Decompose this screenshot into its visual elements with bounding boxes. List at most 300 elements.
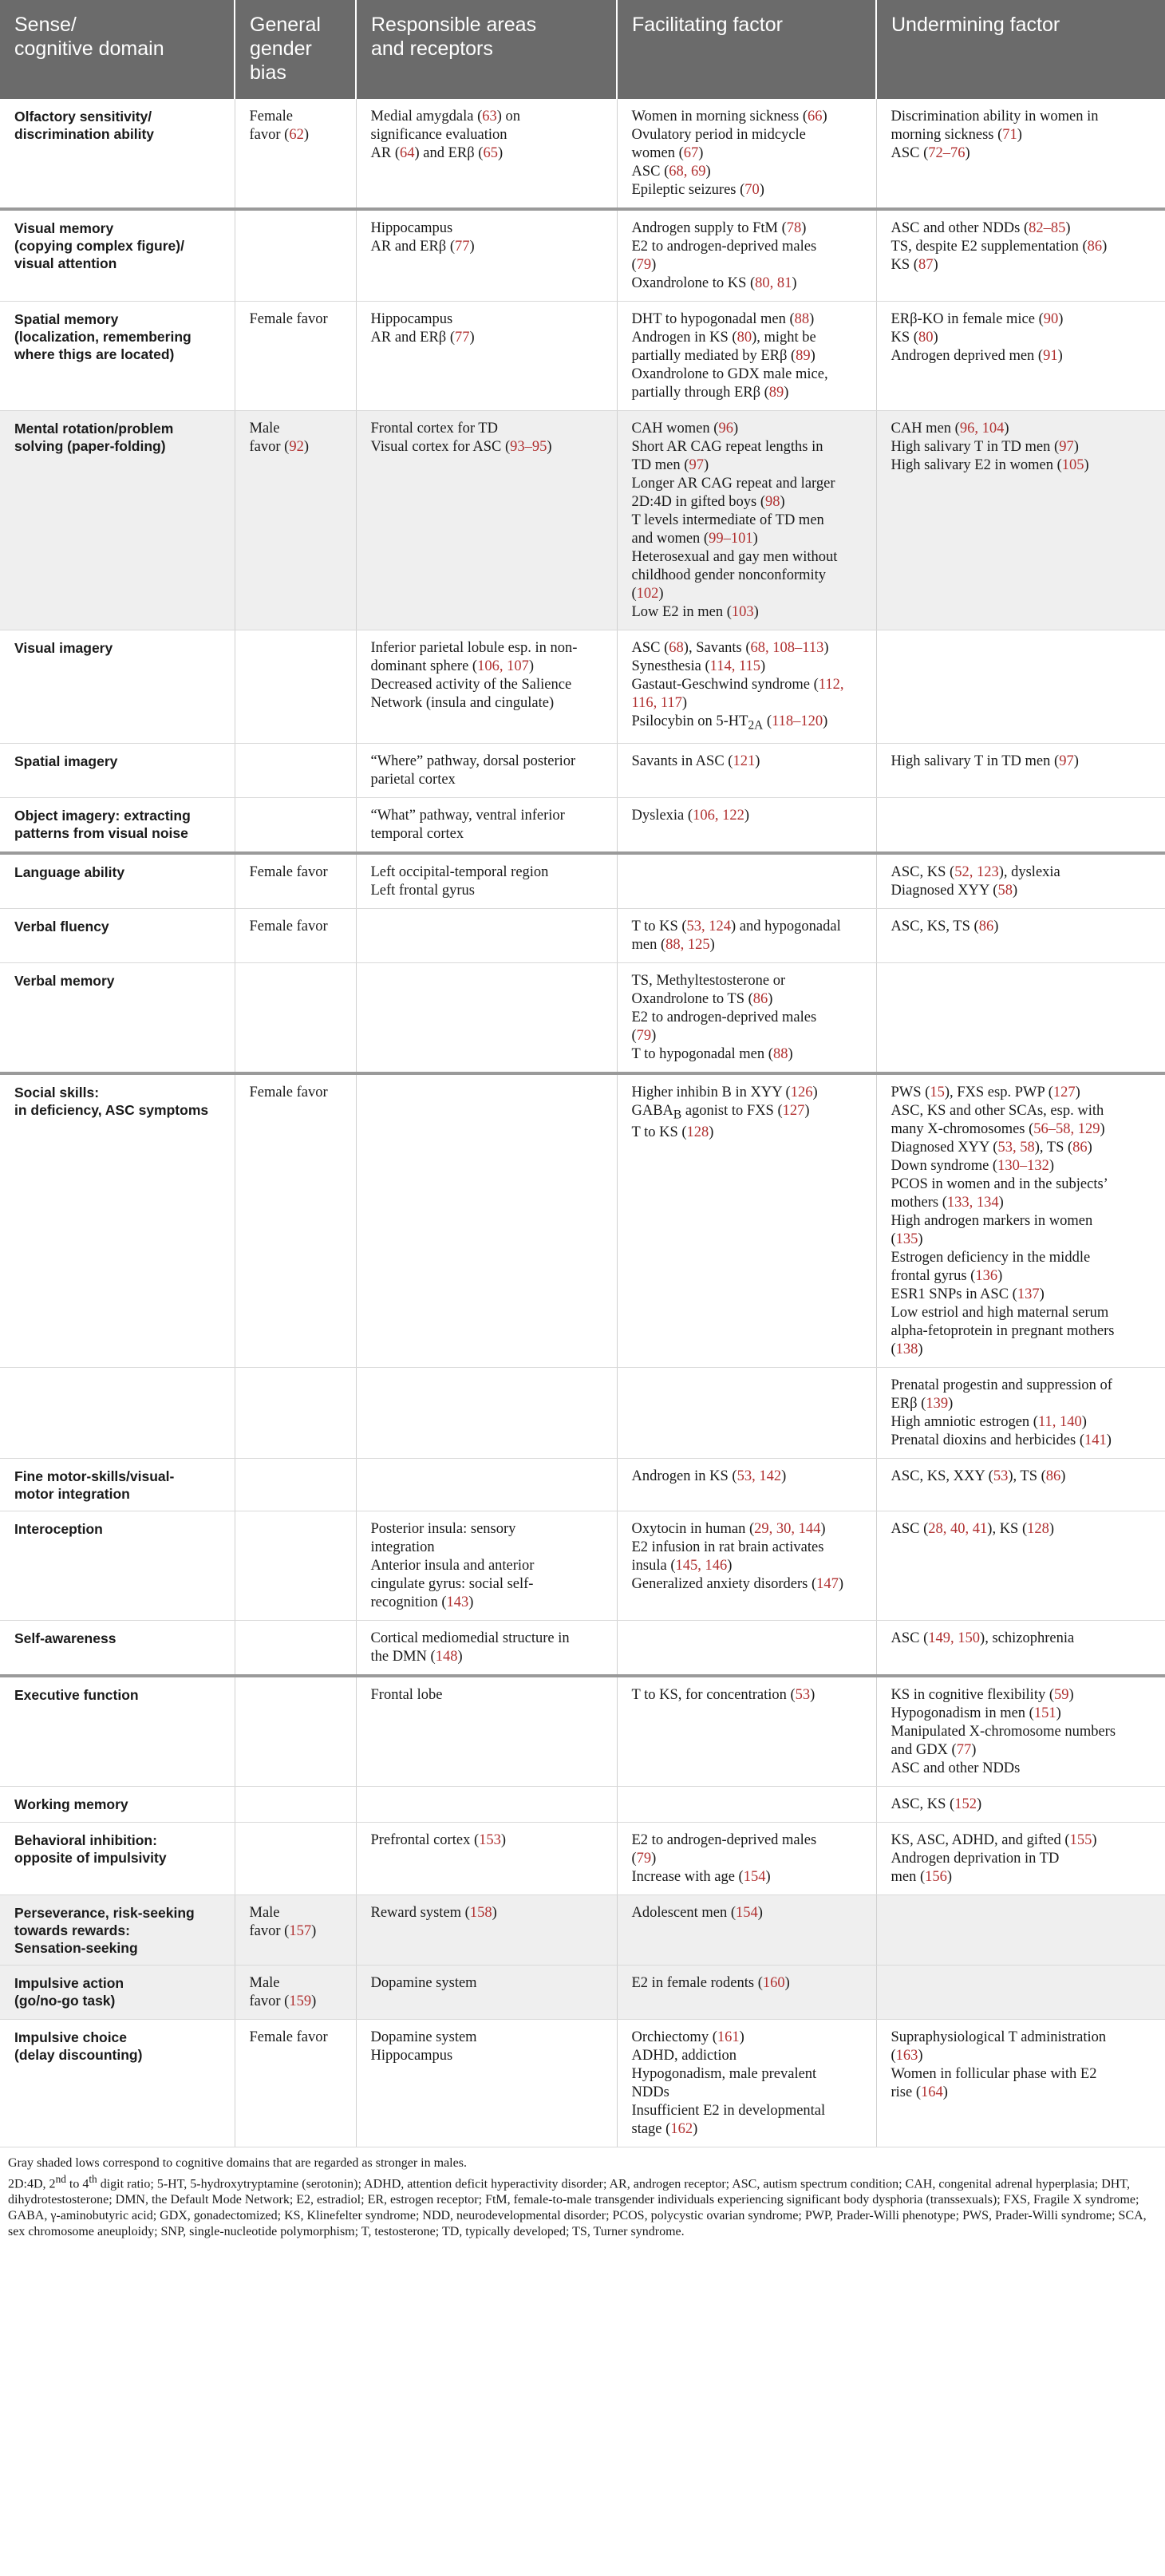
reference-link[interactable]: 89 <box>796 348 811 364</box>
cell-line <box>250 108 345 126</box>
cell-line <box>891 1850 1155 1868</box>
cell-text: Diagnosed XYY ( <box>891 1139 998 1156</box>
cell-gender-bias <box>235 962 356 1073</box>
cell-text: ) <box>997 1267 1003 1284</box>
cell-text: ) <box>942 2084 948 2100</box>
reference-link[interactable]: 157 <box>289 1922 312 1939</box>
cell-text: T to KS ( <box>631 918 687 934</box>
reference-link[interactable]: 62 <box>289 127 304 143</box>
reference-link[interactable]: 96 <box>718 421 733 437</box>
cell-text: Androgen deprivation in TD <box>891 1850 1060 1867</box>
cell-areas <box>356 209 617 302</box>
cell-text: ) <box>971 1741 977 1758</box>
reference-link[interactable]: 127 <box>782 1102 805 1119</box>
cell-line <box>371 1557 606 1575</box>
reference-link[interactable]: 88 <box>772 1045 788 1062</box>
cell-line <box>632 2047 865 2065</box>
reference-link[interactable]: 128 <box>1027 1520 1049 1537</box>
cell-text: High salivary E2 in women ( <box>891 457 1062 473</box>
reference-link[interactable]: 77 <box>455 239 470 255</box>
cell-text: ) on <box>496 109 521 124</box>
reference-link[interactable]: 89 <box>768 385 784 401</box>
cell-gender-bias <box>235 908 356 962</box>
cell-gender-bias <box>235 1894 356 1965</box>
cell-text: Heterosexual and gay men without <box>631 549 838 565</box>
cell-text: T to KS ( <box>631 1124 687 1141</box>
cell-text: ) <box>976 1796 982 1812</box>
reference-link[interactable]: 82–85 <box>1029 220 1066 236</box>
cell-text: ) <box>651 257 657 273</box>
reference-link[interactable]: 106, 122 <box>693 807 744 824</box>
cell-text: Female favor <box>249 1084 328 1100</box>
reference-link[interactable]: 126 <box>790 1084 813 1100</box>
cell-text: Hippocampus <box>370 220 453 236</box>
cell-text: mothers ( <box>891 1194 947 1211</box>
reference-link[interactable]: 162 <box>670 2120 693 2137</box>
cell-line <box>632 126 865 144</box>
cell-text: significance evaluation <box>370 127 507 143</box>
cell-line <box>891 1249 1155 1267</box>
cell-line <box>891 1139 1155 1157</box>
reference-link[interactable]: 97 <box>1059 753 1074 769</box>
cell-text: ) <box>801 220 807 236</box>
reference-link[interactable]: 121 <box>733 753 756 769</box>
cell-text: ) <box>311 1993 317 2009</box>
reference-link[interactable]: 87 <box>918 257 934 273</box>
cell-text: ) <box>757 1904 763 1921</box>
cell-text: ) <box>784 385 789 401</box>
reference-link[interactable]: 147 <box>816 1575 839 1592</box>
reference-link[interactable]: 86 <box>752 990 768 1007</box>
cell-text: KS ( <box>891 330 918 346</box>
cell-line <box>891 347 1155 365</box>
cell-text: ) <box>1092 1831 1097 1848</box>
reference-link[interactable]: 98 <box>765 494 780 510</box>
cell-text: E2 in female rodents ( <box>631 1974 763 1991</box>
cell-gender-bias <box>235 1676 356 1787</box>
reference-link[interactable]: 99–101 <box>709 531 753 547</box>
reference-link[interactable]: 88 <box>794 311 810 327</box>
reference-link[interactable]: 141 <box>1084 1432 1107 1448</box>
table-row <box>0 2019 1165 2147</box>
reference-link[interactable]: 59 <box>1054 1686 1069 1703</box>
cell-gender-bias <box>235 302 356 411</box>
cell-text: Insufficient E2 in developmental <box>631 2102 826 2119</box>
cell-text: ( <box>891 2047 896 2064</box>
cell-line: Object imagery: extracting <box>14 807 191 824</box>
reference-link[interactable]: 80 <box>737 330 752 346</box>
cell-line <box>632 2065 865 2084</box>
cell-gender-bias <box>235 411 356 630</box>
reference-link[interactable]: 133, 134 <box>946 1194 999 1211</box>
reference-link[interactable]: 136 <box>975 1267 998 1284</box>
reference-link[interactable]: 64 <box>400 145 415 161</box>
cell-text: Female favor <box>249 311 328 327</box>
reference-link[interactable]: 63 <box>482 109 497 124</box>
cell-text: ASC ( <box>631 640 669 656</box>
reference-link[interactable]: 106, 107 <box>477 658 529 674</box>
cell-text: women ( <box>631 145 684 161</box>
reference-link[interactable]: 90 <box>1043 311 1059 327</box>
reference-link[interactable]: 143 <box>446 1594 469 1610</box>
reference-link[interactable]: 97 <box>689 457 704 473</box>
reference-link[interactable]: 130–132 <box>997 1157 1049 1174</box>
reference-link[interactable]: 92 <box>289 439 304 455</box>
reference-link[interactable]: 114, 115 <box>709 658 761 674</box>
footnote-shading: Gray shaded lows correspond to cognitive domains that are regarded as stronger in males. <box>8 2155 467 2170</box>
cell-text: ASC ( <box>631 164 669 180</box>
cell-text: ) <box>823 640 829 656</box>
reference-link[interactable]: 154 <box>736 1904 758 1921</box>
cell-line <box>891 753 1155 771</box>
cell-text: ADHD, addiction <box>631 2047 737 2064</box>
cell-line <box>891 238 1155 256</box>
reference-link[interactable]: 80 <box>918 330 934 346</box>
cell-line <box>632 365 865 384</box>
cell-domain <box>0 1822 235 1894</box>
cell-text: ) <box>492 1904 497 1921</box>
cell-line: patterns from visual noise <box>14 824 188 841</box>
cell-line: Spatial memory <box>14 311 119 327</box>
cell-text: ) <box>651 1027 657 1044</box>
cell-text: Male <box>249 1974 280 1991</box>
cell-text: ASC, KS ( <box>891 1796 955 1812</box>
cell-text: Low estriol and high maternal serum <box>891 1304 1109 1321</box>
cell-line <box>891 1157 1155 1175</box>
reference-link[interactable]: 77 <box>956 1741 972 1758</box>
cell-text: ), KS ( <box>987 1520 1028 1537</box>
reference-link[interactable]: 70 <box>744 182 760 198</box>
reference-link[interactable]: 53 <box>993 1468 1009 1484</box>
cell-text: ) <box>1106 1432 1112 1448</box>
cell-line <box>891 1413 1155 1432</box>
cell-line <box>371 144 606 163</box>
cell-gender-bias <box>235 743 356 797</box>
cell-text: ) <box>918 1231 923 1247</box>
table-row <box>0 908 1165 962</box>
cell-text: ) <box>1084 457 1089 473</box>
reference-link[interactable]: 116, 117 <box>631 695 682 711</box>
cell-line <box>371 310 606 329</box>
reference-link[interactable]: 152 <box>954 1796 977 1812</box>
reference-link[interactable]: 148 <box>435 1648 458 1665</box>
reference-link[interactable]: 159 <box>289 1993 312 2009</box>
reference-link[interactable]: 15 <box>930 1084 945 1100</box>
cell-facilitating <box>617 908 876 962</box>
reference-link[interactable]: 128 <box>686 1124 709 1141</box>
cell-line: Executive function <box>14 1686 139 1703</box>
cell-line <box>891 1432 1155 1450</box>
reference-link[interactable]: 139 <box>926 1395 949 1412</box>
cell-text: CAH men ( <box>891 421 960 437</box>
cell-text: Hypogonadism, male prevalent <box>631 2065 817 2082</box>
cell-text: ESR1 SNPs in ASC ( <box>891 1286 1017 1302</box>
cell-line <box>632 567 865 585</box>
reference-link[interactable]: 77 <box>455 330 470 346</box>
cell-text: E2 to androgen-deprived males <box>631 1831 817 1848</box>
reference-link[interactable]: 153 <box>479 1831 501 1848</box>
cell-text: ) <box>933 257 938 273</box>
cell-text: Frontal cortex for TD <box>370 421 498 437</box>
cell-line <box>891 1395 1155 1413</box>
cell-text: the DMN ( <box>370 1648 436 1665</box>
reference-link[interactable]: 66 <box>807 109 823 124</box>
cell-undermining <box>876 99 1165 209</box>
reference-link[interactable]: 160 <box>762 1974 785 1991</box>
cell-text: Oxandrolone to KS ( <box>631 275 756 291</box>
cell-line <box>891 438 1155 456</box>
reference-link[interactable]: 68 <box>669 640 684 656</box>
cell-gender-bias <box>235 209 356 302</box>
reference-link[interactable]: 138 <box>895 1341 918 1357</box>
reference-link[interactable]: 137 <box>1017 1286 1040 1302</box>
cell-line <box>371 329 606 347</box>
cell-line: Visual imagery <box>14 640 113 656</box>
cell-line <box>632 2102 865 2120</box>
cell-line <box>632 1045 865 1064</box>
cell-gender-bias <box>235 630 356 744</box>
reference-link[interactable]: 88, 125 <box>665 936 710 953</box>
table-notes <box>0 2147 1165 2240</box>
cell-line <box>632 456 865 475</box>
reference-link[interactable]: 149, 150 <box>928 1630 981 1646</box>
cell-text: men ( <box>631 936 666 953</box>
reference-link[interactable]: 86 <box>1072 1139 1088 1156</box>
cell-undermining <box>876 1511 1165 1620</box>
cell-line <box>632 639 865 658</box>
reference-link[interactable]: 68, 108–113 <box>750 640 824 656</box>
cell-line <box>371 771 606 789</box>
reference-link[interactable]: 67 <box>683 145 699 161</box>
cell-line <box>891 108 1155 126</box>
cell-line <box>371 1539 606 1557</box>
cell-line <box>371 825 606 844</box>
cell-line <box>891 1267 1155 1286</box>
cell-text: ) <box>753 604 759 620</box>
reference-link[interactable]: 65 <box>483 145 498 161</box>
cell-line <box>371 238 606 256</box>
reference-link[interactable]: 135 <box>895 1231 918 1247</box>
reference-link[interactable]: 161 <box>717 2029 740 2045</box>
cell-line: Verbal fluency <box>14 918 109 934</box>
reference-link[interactable]: 156 <box>925 1868 947 1885</box>
reference-link[interactable]: 96, 104 <box>959 421 1005 437</box>
cell-facilitating <box>617 209 876 302</box>
cell-domain <box>0 853 235 909</box>
cell-text: T levels intermediate of TD men <box>631 512 824 528</box>
cell-domain <box>0 1458 235 1511</box>
cell-text: Cortical mediomedial structure in <box>370 1630 570 1646</box>
reference-link[interactable]: 158 <box>469 1904 492 1921</box>
cell-line <box>891 882 1155 900</box>
cell-text: Oxandrolone to GDX male mice, <box>631 366 828 382</box>
cell-text: ) <box>1012 882 1018 899</box>
cell-gender-bias <box>235 797 356 853</box>
reference-link[interactable]: 53 <box>795 1686 811 1703</box>
cell-text: Dopamine system <box>370 1974 477 1991</box>
cell-undermining <box>876 962 1165 1073</box>
cell-text: ) <box>468 1594 474 1610</box>
cell-line <box>632 310 865 329</box>
cell-text: Diagnosed XYY ( <box>891 882 998 899</box>
cell-text: Female favor <box>249 918 328 934</box>
table-row <box>0 853 1165 909</box>
cell-line <box>891 2029 1155 2047</box>
cell-text: Decreased activity of the Salience <box>370 677 572 693</box>
reference-link[interactable]: 145, 146 <box>675 1557 728 1574</box>
cell-text: temporal cortex <box>370 825 464 842</box>
cell-line <box>632 1468 865 1486</box>
reference-link[interactable]: 52, 123 <box>954 863 999 880</box>
reference-link[interactable]: 11, 140 <box>1037 1413 1082 1430</box>
cell-text: Psilocybin on 5-HT <box>631 713 748 729</box>
cell-facilitating <box>617 962 876 1073</box>
cell-line: (copying complex figure)/ <box>14 238 184 254</box>
cell-text: ( <box>631 1027 637 1044</box>
cell-text: frontal gyrus ( <box>891 1267 976 1284</box>
reference-link[interactable]: 86 <box>978 918 994 934</box>
reference-link[interactable]: 53, 124 <box>686 918 732 934</box>
cell-text: Ovulatory period in midcycle <box>631 127 806 143</box>
reference-link[interactable]: 71 <box>1002 127 1017 143</box>
cell-text: Savants in ASC ( <box>631 753 733 769</box>
cell-line <box>371 438 606 456</box>
cell-text: ) <box>457 1648 463 1665</box>
cell-line <box>632 238 865 256</box>
cell-line <box>371 420 606 438</box>
cell-domain <box>0 209 235 302</box>
reference-link[interactable]: 164 <box>921 2084 943 2100</box>
reference-link[interactable]: 103 <box>731 604 754 620</box>
cell-text: Left occipital-temporal region <box>370 863 549 880</box>
cell-text: “What” pathway, ventral inferior <box>370 807 565 824</box>
reference-link[interactable]: 72–76 <box>928 145 966 161</box>
reference-link[interactable]: 97 <box>1059 439 1074 455</box>
reference-link[interactable]: 80, 81 <box>755 275 792 291</box>
reference-link[interactable]: 151 <box>1033 1705 1056 1721</box>
reference-link[interactable]: 93–95 <box>510 439 547 455</box>
cell-undermining <box>876 797 1165 853</box>
reference-link[interactable]: 29, 30, 144 <box>754 1520 821 1537</box>
cell-text: Increase with age ( <box>631 1868 744 1885</box>
cell-line: Visual memory <box>14 220 114 236</box>
cell-gender-bias <box>235 1822 356 1894</box>
reference-link[interactable]: 91 <box>1043 348 1058 364</box>
cell-line <box>891 329 1155 347</box>
cell-facilitating <box>617 2019 876 2147</box>
cell-text: ) <box>651 1850 657 1867</box>
cell-text: insula ( <box>631 1557 676 1574</box>
cell-text: Orchiectomy ( <box>631 2029 717 2045</box>
cell-areas <box>356 797 617 853</box>
cell-domain <box>0 411 235 630</box>
cell-text: AR and ERβ ( <box>370 330 455 346</box>
reference-link[interactable]: 53, 58 <box>997 1139 1035 1156</box>
cell-line <box>632 548 865 567</box>
cell-line: (delay discounting) <box>14 2046 143 2063</box>
cell-line <box>371 1904 606 1922</box>
reference-link[interactable]: 68, 69 <box>669 164 706 180</box>
cell-line <box>371 1831 606 1850</box>
cell-line <box>891 2065 1155 2084</box>
cell-text: morning sickness ( <box>891 127 1003 143</box>
cell-line <box>371 126 606 144</box>
cell-line: in deficiency, ASC symptoms <box>14 1101 209 1118</box>
cell-text: Supraphysiological T administration <box>891 2029 1107 2045</box>
table-row <box>0 1965 1165 2019</box>
cell-text: DHT to hypogonadal men ( <box>631 311 795 327</box>
reference-link[interactable]: 112, <box>818 677 844 693</box>
reference-link[interactable]: 56–58, 129 <box>1033 1120 1100 1137</box>
cell-text: ) <box>810 1686 816 1703</box>
cell-undermining <box>876 1073 1165 1368</box>
cell-areas <box>356 1367 617 1458</box>
cell-text: ASC ( <box>891 1520 929 1537</box>
cell-undermining <box>876 1367 1165 1458</box>
cell-text: Male <box>249 1904 280 1921</box>
cell-line <box>891 1520 1155 1539</box>
cell-text: ) <box>1056 1705 1061 1721</box>
cell-line <box>632 1557 865 1575</box>
reference-link[interactable]: 163 <box>895 2047 918 2064</box>
reference-link[interactable]: 86 <box>1045 1468 1061 1484</box>
cell-domain <box>0 99 235 209</box>
cell-text: ) <box>658 586 664 602</box>
reference-link[interactable]: 102 <box>636 586 659 602</box>
cell-line <box>632 1520 865 1539</box>
cell-line <box>891 1084 1155 1102</box>
reference-link[interactable]: 53, 142 <box>737 1468 782 1484</box>
cell-line <box>632 918 865 936</box>
reference-link[interactable]: 78 <box>786 220 802 236</box>
cell-text: Androgen supply to FtM ( <box>631 220 787 236</box>
reference-link[interactable]: 86 <box>1087 239 1103 255</box>
cell-undermining <box>876 302 1165 411</box>
reference-link[interactable]: 79 <box>636 1027 652 1044</box>
reference-link[interactable]: 154 <box>743 1868 766 1885</box>
reference-link[interactable]: 105 <box>1061 457 1084 473</box>
table-row <box>0 1511 1165 1620</box>
reference-link[interactable]: 28, 40, 41 <box>928 1520 988 1537</box>
cell-line <box>891 1723 1155 1741</box>
header-domain: Sense/ cognitive domain <box>0 0 235 99</box>
cell-text: Down syndrome ( <box>891 1157 998 1174</box>
cell-facilitating <box>617 1073 876 1368</box>
cell-line <box>250 1904 345 1922</box>
reference-link[interactable]: 79 <box>636 257 652 273</box>
cell-line: (go/no-go task) <box>14 1992 116 2009</box>
cell-text: KS, ASC, ADHD, and gifted ( <box>891 1831 1070 1848</box>
cell-undermining <box>876 1676 1165 1787</box>
cell-line <box>632 1850 865 1868</box>
cell-line <box>891 219 1155 238</box>
cell-text: Network (insula and cingulate) <box>370 695 555 711</box>
reference-link[interactable]: 155 <box>1069 1831 1092 1848</box>
cell-text: ASC and other NDDs ( <box>891 220 1029 236</box>
cell-text: favor ( <box>249 1993 290 2009</box>
cell-line: opposite of impulsivity <box>14 1849 167 1866</box>
reference-link[interactable]: 118–120 <box>772 713 823 729</box>
cell-line <box>632 438 865 456</box>
cell-domain <box>0 743 235 797</box>
reference-link[interactable]: 79 <box>636 1850 652 1867</box>
cell-line <box>371 863 606 882</box>
reference-link[interactable]: 58 <box>997 882 1013 899</box>
reference-link[interactable]: 127 <box>1052 1084 1076 1100</box>
cell-facilitating <box>617 411 876 630</box>
cell-text: ) <box>739 2029 744 2045</box>
cell-text: ( <box>891 1341 896 1357</box>
